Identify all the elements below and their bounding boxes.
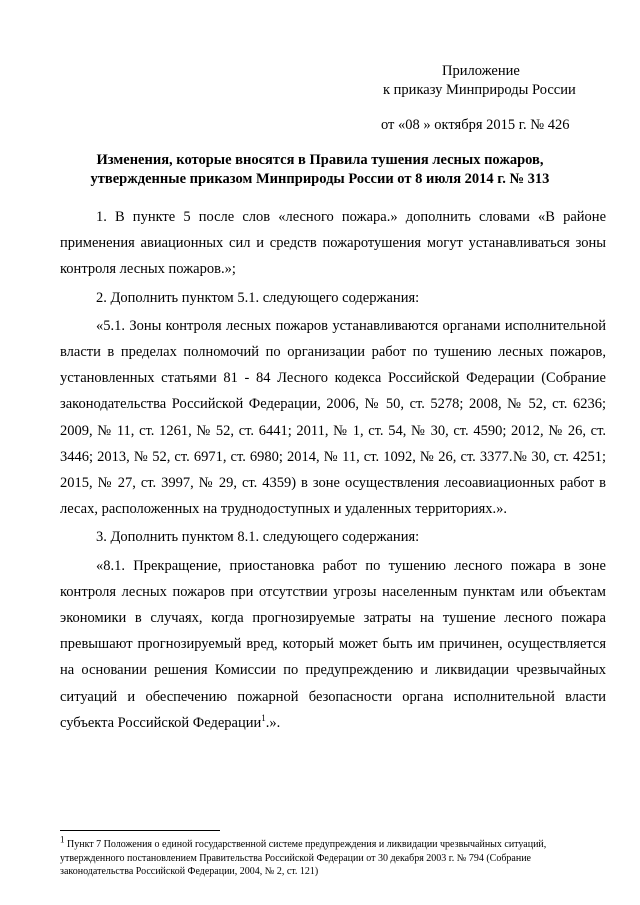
title-line-1: Изменения, которые вносятся в Правила тушения лесных пожаров, xyxy=(96,152,544,168)
footnote xyxy=(60,834,600,879)
footnote-mark: 1 xyxy=(60,834,65,845)
appendix-header xyxy=(370,62,610,135)
footnote-reference: 1 xyxy=(261,713,266,724)
paragraph-4: 3. Дополнить пунктом 8.1. следующего содержания: xyxy=(96,529,420,546)
paragraph-1: 1. В пункте 5 после слов «лесного пожара.» дополнить словами «В районе применения авиационных сил и средств пожаротушения могут устанавливаться зоны контроля лесных пожаров.»; xyxy=(60,209,606,278)
paragraph-3: «5.1. Зоны контроля лесных пожаров устанавливаются органами исполнительной власти в пределах полномочий по организации работ по тушению лесных пожаров, установленных статьями 81 - 84 Лесного кодекса Российской Федерации (Собрание законодательства Российской Федерации, 2006, № 50, ст. 5278; 2008, № 52, ст. 6236; 2009, № 11, ст. 1261, № 52, ст. 6441; 2011, № 1, ст. 54, № 30, ст. 4590; 2012, № 26, ст. 3446; 2013, № 52, ст. 6971, ст. 6980; 2014, № 11, ст. 1092, № 26, ст. 3377.№ 30, ст. 4251; 2015, № 27, ст. 3997, № 29, ст. 4359) в зоне осуществления лесоавиационных работ в лесах, расположенных на труднодоступных и удаленных территориях.». xyxy=(60,317,606,518)
paragraph-5 xyxy=(60,553,606,736)
order-date-number: от «08 » октября 2015 г. № 426 xyxy=(381,117,570,133)
paragraph-5-text: «8.1. Прекращение, приостановка работ по тушению лесного пожара в зоне контроля лесных пожаров при отсутствии угрозы населенным пунктам или объектам экономики в случаях, когда прогнозируемые затраты на тушение лесного пожара превышают прогнозируемый вред, который может быть им причинен, осуществляется на основании решения Комиссии по предупреждению и ликвидации чрезвычайных ситуаций и обеспечению пожарной безопасности органа исполнительной власти субъекта Российской Федерации xyxy=(60,557,606,731)
document-body xyxy=(60,204,606,736)
title-line-2: утвержденные приказом Минприроды России от 8 июля 2014 г. № 313 xyxy=(90,171,550,187)
document-title xyxy=(60,151,580,189)
paragraph-5-end: .». xyxy=(265,714,281,731)
footnote-text: Пункт 7 Положения о единой государственной системе предупреждения и ликвидации чрезвычайных ситуаций, утвержденного постановлением Правительства Российской Федерации от 30 декабря 2003 г. № 794 (Собрание законодательства Российской Федерации, 2004, № 2, ст. 121) xyxy=(60,839,547,877)
footnote-separator xyxy=(60,830,220,831)
paragraph-2: 2. Дополнить пунктом 5.1. следующего содержания: xyxy=(96,289,420,306)
appendix-label: Приложение xyxy=(442,63,520,79)
order-reference: к приказу Минприроды России xyxy=(383,82,576,98)
